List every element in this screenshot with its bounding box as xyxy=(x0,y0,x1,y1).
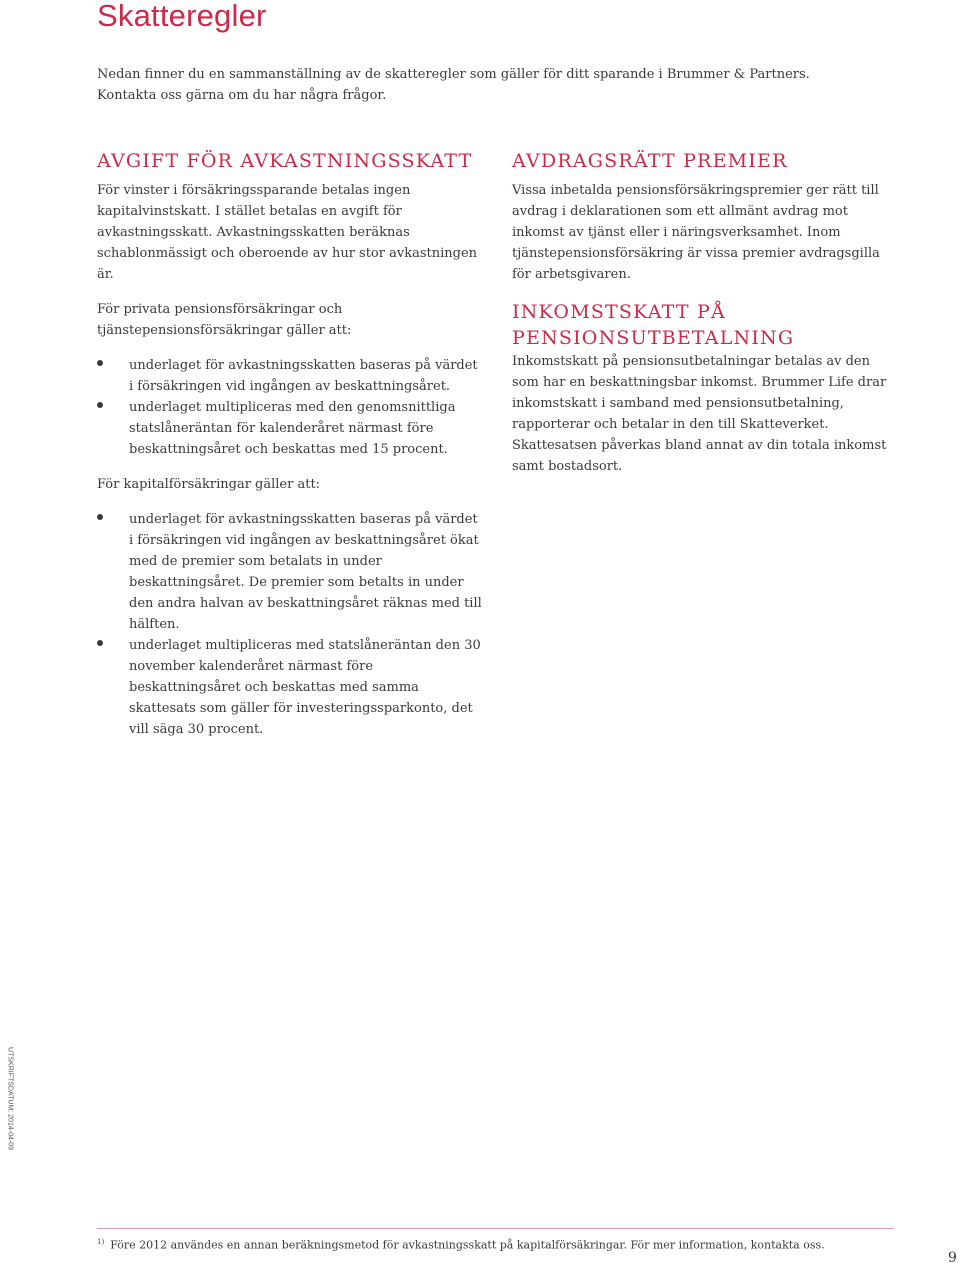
bullet-icon xyxy=(97,360,103,366)
page-number: 9 xyxy=(948,1250,957,1266)
bullet-icon xyxy=(97,402,103,408)
list-item xyxy=(97,355,482,397)
list-item-text: underlaget för avkastningsskatten baseras på värdet i försäkringen vid ingången av beskattningsåret ökat med de premier som betalats in under beskattningsåret. De premier som betalts in under den andra halvan av beskattningsåret räknas med till hälften. xyxy=(129,512,482,632)
paragraph-inkomstskatt: Inkomstskatt på pensionsutbetalningar betalas av den som har en beskattningsbar inkomst. Brummer Life drar inkomstskatt i samband med pensionsutbetalning, rapporterar och betalar in den till Skatteverket. Skattesatsen påverkas bland annat av din totala inkomst samt bostadsort. xyxy=(512,354,887,474)
paragraph-kapitalforsakringar: För kapitalförsäkringar gäller att: xyxy=(97,477,321,492)
list-item-text: underlaget multipliceras med statslåneräntan den 30 november kalenderåret närmast före beskattningsåret och beskattas med samma skattesats som gäller för investeringssparkonto, det vill säga 30 procent. xyxy=(129,638,481,737)
list-kapitalforsakringar xyxy=(97,509,482,740)
paragraph-avkastningsskatt: För vinster i försäkringssparande betalas ingen kapitalvinstskatt. I stället betalas en avgift för avkastningsskatt. Avkastningsskatten beräknas schablonmässigt och oberoende av hur stor avkastningen är. xyxy=(97,183,478,282)
heading-avkastningsskatt: AVGIFT FÖR AVKASTNINGSSKATT xyxy=(97,150,473,172)
right-column xyxy=(512,148,897,477)
bullet-icon xyxy=(97,640,103,646)
footnote-text: Före 2012 användes en annan beräkningsmetod för avkastningsskatt på kapitalförsäkringar. För mer information, kontakta oss. xyxy=(110,1238,825,1252)
list-item xyxy=(97,635,482,740)
list-item-text: underlaget multipliceras med den genomsnittliga statslåneräntan för kalenderåret närmast före beskattningsåret och beskattas med 15 procent. xyxy=(129,400,456,457)
heading-avdragsratt: AVDRAGSRÄTT PREMIER xyxy=(512,150,788,172)
list-pensionsforsakringar xyxy=(97,355,482,460)
left-column xyxy=(97,148,482,740)
list-item xyxy=(97,509,482,635)
footnote-marker: 1) xyxy=(97,1238,105,1246)
footnote xyxy=(97,1235,897,1253)
bullet-icon xyxy=(97,514,103,520)
heading-inkomstskatt: INKOMSTSKATT PÅ PENSIONSUTBETALNING xyxy=(512,301,795,349)
list-item-text: underlaget för avkastningsskatten baseras på värdet i försäkringen vid ingången av beskattningsåret. xyxy=(129,358,478,394)
footnote-divider xyxy=(97,1228,894,1229)
paragraph-avdragsratt: Vissa inbetalda pensionsförsäkringspremier ger rätt till avdrag i deklarationen som ett allmänt avdrag mot inkomst av tjänst eller i näringsverksamhet. Inom tjänstepensionsförsäkring är vissa premier avdragsgilla för arbetsgivaren. xyxy=(512,183,880,282)
list-item xyxy=(97,397,482,460)
print-date-side-text: UTSKRIFTSDATUM: 2014-04-09 xyxy=(6,1047,14,1150)
page-title: Skatteregler xyxy=(97,0,267,33)
intro-text: Nedan finner du en sammanställning av de skatteregler som gäller för ditt sparande i Brummer & Partners. Kontakta oss gärna om du har några frågor. xyxy=(97,67,810,103)
paragraph-pensionsforsakringar: För privata pensionsförsäkringar och tjänstepensionsförsäkringar gäller att: xyxy=(97,302,352,338)
